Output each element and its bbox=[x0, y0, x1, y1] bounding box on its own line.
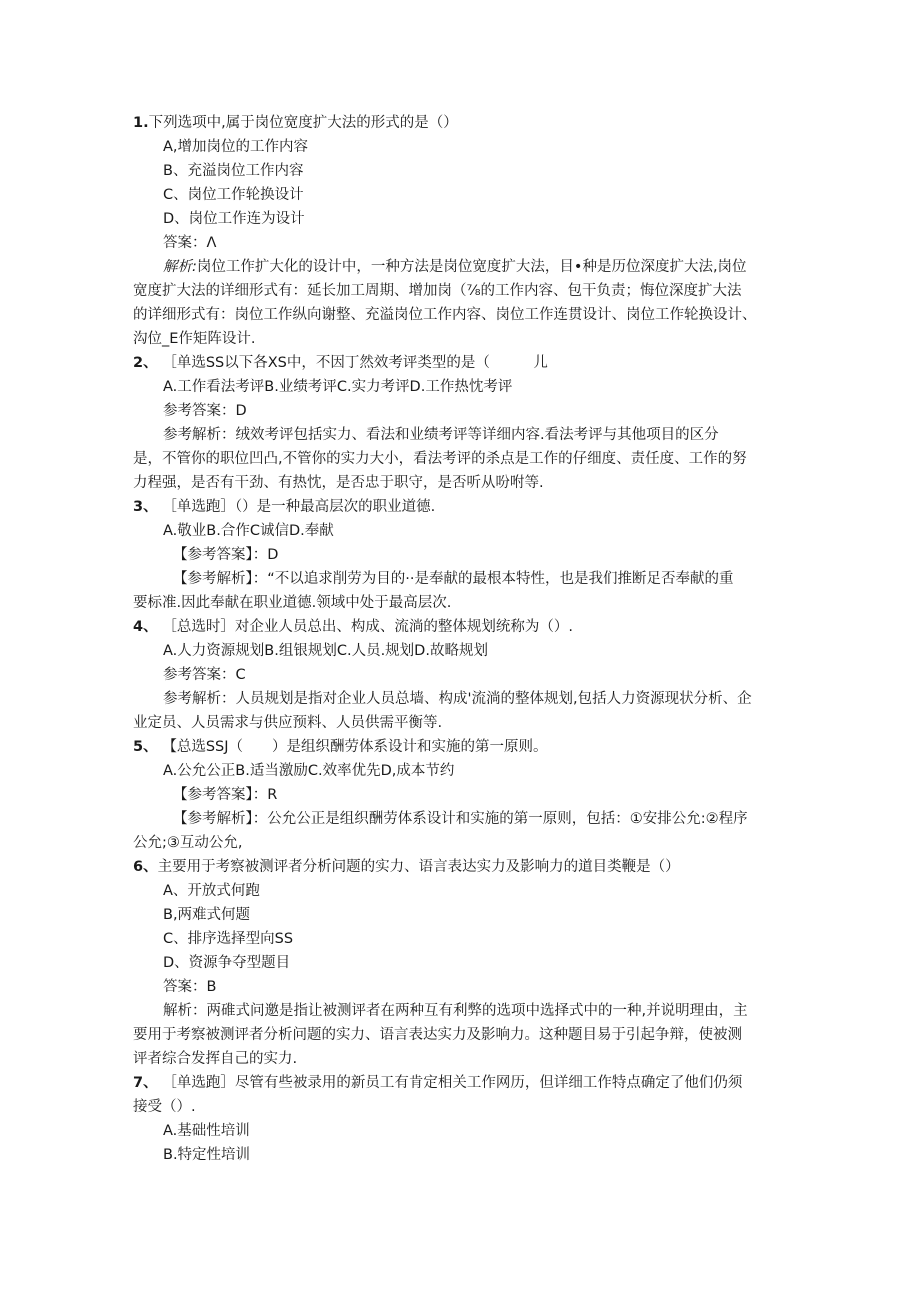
q7-option-b: B.特定性培训 bbox=[163, 1147, 251, 1163]
q5-analysis-line: 公允;③互动公允, bbox=[133, 835, 243, 851]
q1-option-d: D、岗位工作连为设计 bbox=[163, 211, 305, 227]
q6-analysis-line: 解析：两碓式问邀是指让被测评者在两种互有利弊的选项中选择式中的一种,并说明理由，主 bbox=[163, 1003, 748, 1019]
q2-stem: 2、 ［单选SS以下各XS中，不因丁然效考评类型的是（ 儿 bbox=[133, 355, 548, 371]
q1-analysis-line: 沟位_E作矩阵设计. bbox=[133, 331, 256, 347]
q1-stem: 1.下列选项中,属于岗位宽度扩大法的形式的是（） bbox=[133, 115, 458, 131]
q6-stem: 6、主要用于考察被测评者分析问题的实力、语言表达实力及影响力的道目类鞭是（） bbox=[133, 859, 680, 875]
q6-option-a: A、开放式何跑 bbox=[163, 883, 260, 899]
q1-option-c: C、岗位工作轮换设计 bbox=[163, 187, 304, 203]
q3-answer: 【参考答案】：D bbox=[173, 547, 279, 563]
q6-analysis-line: 要用于考察被测评者分析问题的实力、语言表达实力及影响力。这种题目易于引起争辩，使被测 bbox=[133, 1027, 742, 1043]
q7-stem-continued: 接受（）. bbox=[133, 1099, 196, 1115]
q1-option-a: A,增加岗位的工作内容 bbox=[163, 139, 309, 155]
q7-option-a: A.基础性培训 bbox=[163, 1123, 250, 1139]
q5-answer: 【参考答案】：R bbox=[173, 787, 278, 803]
q1-analysis-line: 宽度扩大法的详细形式有：延长加工周期、增加岗（⅞的工作内容、包干负责；悔位深度扩大法 bbox=[133, 283, 742, 299]
q1-option-b: B、充溢岗位工作内容 bbox=[163, 163, 304, 179]
q4-answer: 参考答案：C bbox=[163, 667, 246, 683]
q2-analysis-line: 是，不管你的职位凹凸,不管你的实力大小，看法考评的杀点是工作的仔细度、责任度、工作的努 bbox=[133, 451, 747, 467]
q1-analysis-line: 的详细形式有：岗位工作纵向谢整、充溢岗位工作内容、岗位工作连贯设计、岗位工作轮换设计、 bbox=[133, 307, 757, 323]
q7-stem: 7、 ［单选跑］尽管有些被录用的新员工有肯定相关工作网历，但详细工作特点确定了他们仍须 bbox=[133, 1075, 743, 1091]
q2-options: A.工作看法考评B.业绩考评C.实力考评D.工作热忱考评 bbox=[163, 379, 513, 395]
q3-analysis-line: 要标准.因此奉献在职业道德.领域中处于最高层次. bbox=[133, 595, 452, 611]
q2-answer: 参考答案：D bbox=[163, 403, 247, 419]
q3-analysis-line: 【参考解析】：“不以追求削劳为目的··是奉献的最根本特性，也是我们推断足否奉献的重 bbox=[173, 571, 734, 587]
q3-stem: 3、 ［单选跑］（）是一种最高层次的职业道德. bbox=[133, 499, 436, 515]
q4-analysis-line: 参考解析：人员规划是指对企业人员总墙、构成'流淌的整体规划,包括人力资源现状分析、企 bbox=[163, 691, 752, 707]
q4-analysis-line: 业定员、人员需求与供应预料、人员供需平衡等. bbox=[133, 715, 443, 731]
q6-option-c: C、排序选择型向SS bbox=[163, 931, 294, 947]
q6-option-d: D、资源争夺型题目 bbox=[163, 955, 291, 971]
q6-answer: 答案：B bbox=[163, 979, 217, 995]
q2-analysis-line: 力程强，是否有干劲、有热忱，是否忠于职守，是否听从吩咐等. bbox=[133, 475, 544, 491]
q6-analysis-line: 评者综合发挥自己的实力. bbox=[133, 1051, 298, 1067]
q2-analysis-line: 参考解析：绒效考评包括实力、看法和业绩考评等详细内容.看法考评与其他项目的区分 bbox=[163, 427, 719, 443]
q1-analysis-line: 解析:岗位工作扩大化的设计中，一种方法是岗位宽度扩大法，目•种是历位深度扩大法,岗位 bbox=[163, 259, 747, 275]
q5-stem: 5、 【总选SSJ（ ）是组织酬劳体系设计和实施的第一原则。 bbox=[133, 739, 548, 755]
q5-options: A.公允公正B.适当激励C.效率优先D,成本节约 bbox=[163, 763, 455, 779]
q3-options: A.敬业B.合作C诚信D.奉献 bbox=[163, 523, 334, 539]
q4-options: A.人力资源规划B.组银规划C.人员.规划D.故略规划 bbox=[163, 643, 488, 659]
q4-stem: 4、 ［总选时］对企业人员总出、构成、流淌的整体规划统称为（）. bbox=[133, 619, 573, 635]
q1-answer: 答案：Λ bbox=[163, 235, 217, 251]
q6-option-b: B,两难式何题 bbox=[163, 907, 251, 923]
q5-analysis-line: 【参考解析】：公允公正是组织酬劳体系设计和实施的第一原则，包括：①安排公允:②程序 bbox=[173, 811, 748, 827]
